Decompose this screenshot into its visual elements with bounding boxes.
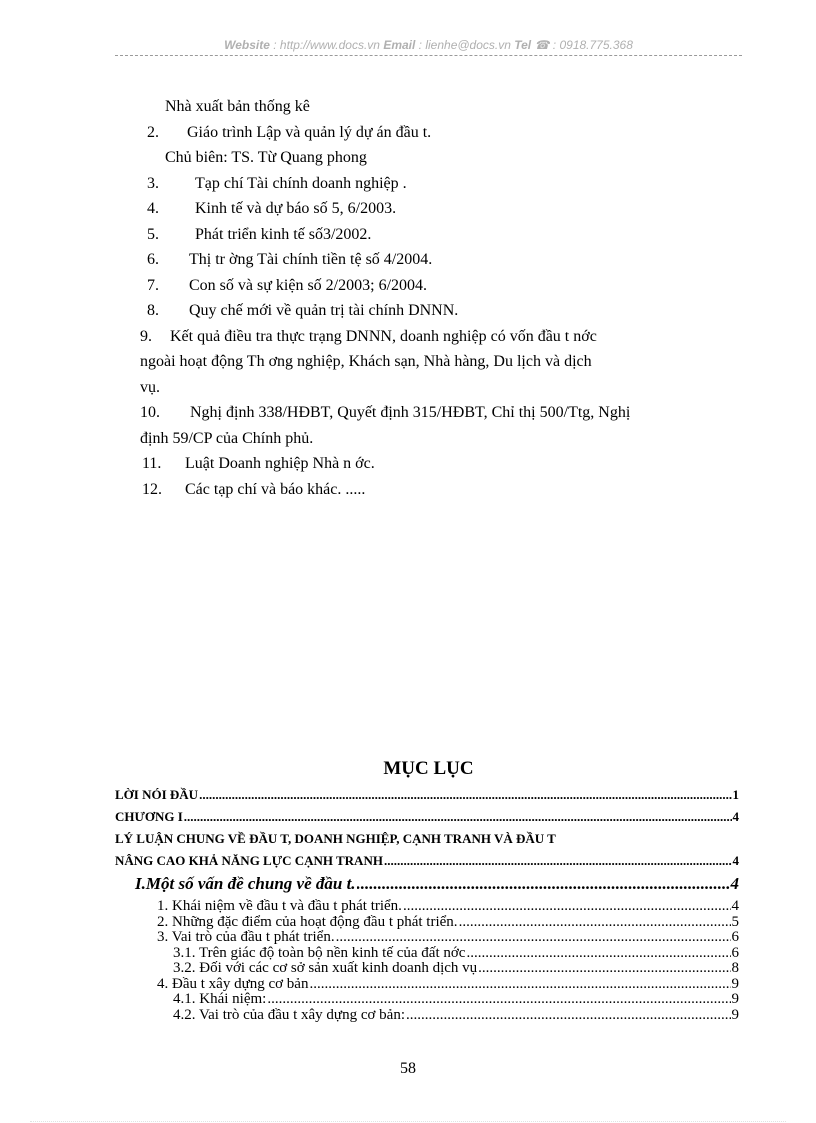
reference-item: 4. Kinh tế và dự báo số 5, 6/2003. bbox=[147, 200, 397, 217]
toc-entry[interactable]: 4.2. Vai trò của đầu t xây dựng cơ bản: ..... 9 bbox=[115, 1008, 739, 1024]
email-label: Email bbox=[383, 38, 416, 52]
reference-line: vụ. bbox=[140, 378, 160, 396]
reference-list bbox=[140, 94, 718, 502]
tel-label: Tel bbox=[514, 38, 532, 52]
toc-leader bbox=[466, 946, 730, 962]
reference-line: Nhà xuất bản thống kê bbox=[165, 98, 310, 115]
toc-title: MỤC LỤC bbox=[383, 758, 474, 779]
toc-entry[interactable]: 4. Đầu t xây dựng cơ bản ..... 9 bbox=[115, 977, 739, 993]
reference-item: 7. Con số và sự kiện số 2/2003; 6/2004. bbox=[147, 276, 428, 294]
toc-leader bbox=[357, 872, 730, 895]
toc-entry[interactable]: LỜI NÓI ĐẦU ..... 1 bbox=[115, 784, 739, 806]
toc-leader bbox=[267, 992, 730, 1008]
phone-icon: ☎ bbox=[534, 38, 550, 52]
toc-leader bbox=[199, 784, 731, 806]
toc-leader bbox=[309, 977, 730, 993]
website-label: Website bbox=[224, 38, 270, 52]
reference-item: 9. Kết quả điều tra thực trạng DNNN, doanh nghiệp có vốn đầu t nớc bbox=[140, 327, 597, 345]
reference-item: 12. Các tạp chí và báo khác. ..... bbox=[142, 480, 366, 498]
toc-entry[interactable]: 2. Những đặc điểm của hoạt động đầu t phát triển. ..... 5 bbox=[115, 915, 739, 931]
toc-leader bbox=[459, 915, 731, 931]
header-divider bbox=[115, 55, 742, 56]
toc-entry[interactable]: NÂNG CAO KHẢ NĂNG LỰC CẠNH TRANH ..... 4 bbox=[115, 850, 739, 872]
toc-entry[interactable]: 3.1. Trên giác độ toàn bộ nền kinh tế của đất nớc ..... 6 bbox=[115, 946, 739, 962]
toc-entry[interactable]: 3.2. Đối với các cơ sở sản xuất kinh doanh dịch vụ ..... 8 bbox=[115, 961, 739, 977]
reference-item: 6. Thị tr ờng Tài chính tiền tệ số 4/2004. bbox=[147, 251, 433, 268]
reference-item: 8. Quy chế mới về quản trị tài chính DNNN. bbox=[147, 302, 459, 319]
reference-item: 10. Nghị định 338/HĐBT, Quyết định 315/HĐBT, Chỉ thị 500/Ttg, Nghị bbox=[140, 404, 631, 421]
reference-item: 5. Phát triển kinh tế số3/2002. bbox=[147, 225, 372, 243]
toc-entry[interactable]: I.Một số vấn đề chung về đầu t. ..... 4 bbox=[115, 872, 739, 895]
toc-leader bbox=[403, 899, 731, 915]
toc-entry[interactable]: LÝ LUẬN CHUNG VỀ ĐẦU T, DOANH NGHIỆP, CẠNH TRANH VÀ ĐẦU T bbox=[115, 831, 556, 846]
footer-divider bbox=[30, 1121, 786, 1122]
toc-entry[interactable]: 1. Khái niệm về đầu t và đầu t phát triển. ..... 4 bbox=[115, 899, 739, 915]
toc-leader bbox=[336, 930, 731, 946]
toc-leader bbox=[384, 850, 732, 872]
toc-entry[interactable]: 4.1. Khái niệm: ..... 9 bbox=[115, 992, 739, 1008]
toc-entry[interactable]: 3. Vai trò của đầu t phát triển. ..... 6 bbox=[115, 930, 739, 946]
email-value[interactable]: : lienhe@docs.vn bbox=[418, 38, 511, 52]
toc-leader bbox=[184, 806, 732, 828]
toc-leader bbox=[406, 1008, 731, 1024]
page-header bbox=[115, 38, 742, 52]
reference-line: định 59/CP của Chính phủ. bbox=[140, 429, 314, 447]
website-value[interactable]: : http://www.docs.vn bbox=[273, 38, 380, 52]
reference-line: Chủ biên: TS. Từ Quang phong bbox=[165, 149, 367, 166]
reference-item: 11. Luật Doanh nghiệp Nhà n ớc. bbox=[142, 455, 375, 472]
page-number: 58 bbox=[400, 1060, 416, 1077]
tel-value: : 0918.775.368 bbox=[552, 38, 633, 52]
reference-item: 3. Tạp chí Tài chính doanh nghiệp . bbox=[147, 174, 407, 192]
table-of-contents bbox=[115, 784, 739, 1023]
reference-item: 2. Giáo trình Lập và quản lý dự án đầu t. bbox=[147, 123, 432, 141]
toc-leader bbox=[478, 961, 730, 977]
reference-line: ngoài hoạt động Th ơng nghiệp, Khách sạn, Nhà hàng, Du lịch và dịch bbox=[140, 353, 592, 370]
toc-entry[interactable]: CHƯƠNG I ..... 4 bbox=[115, 806, 739, 828]
